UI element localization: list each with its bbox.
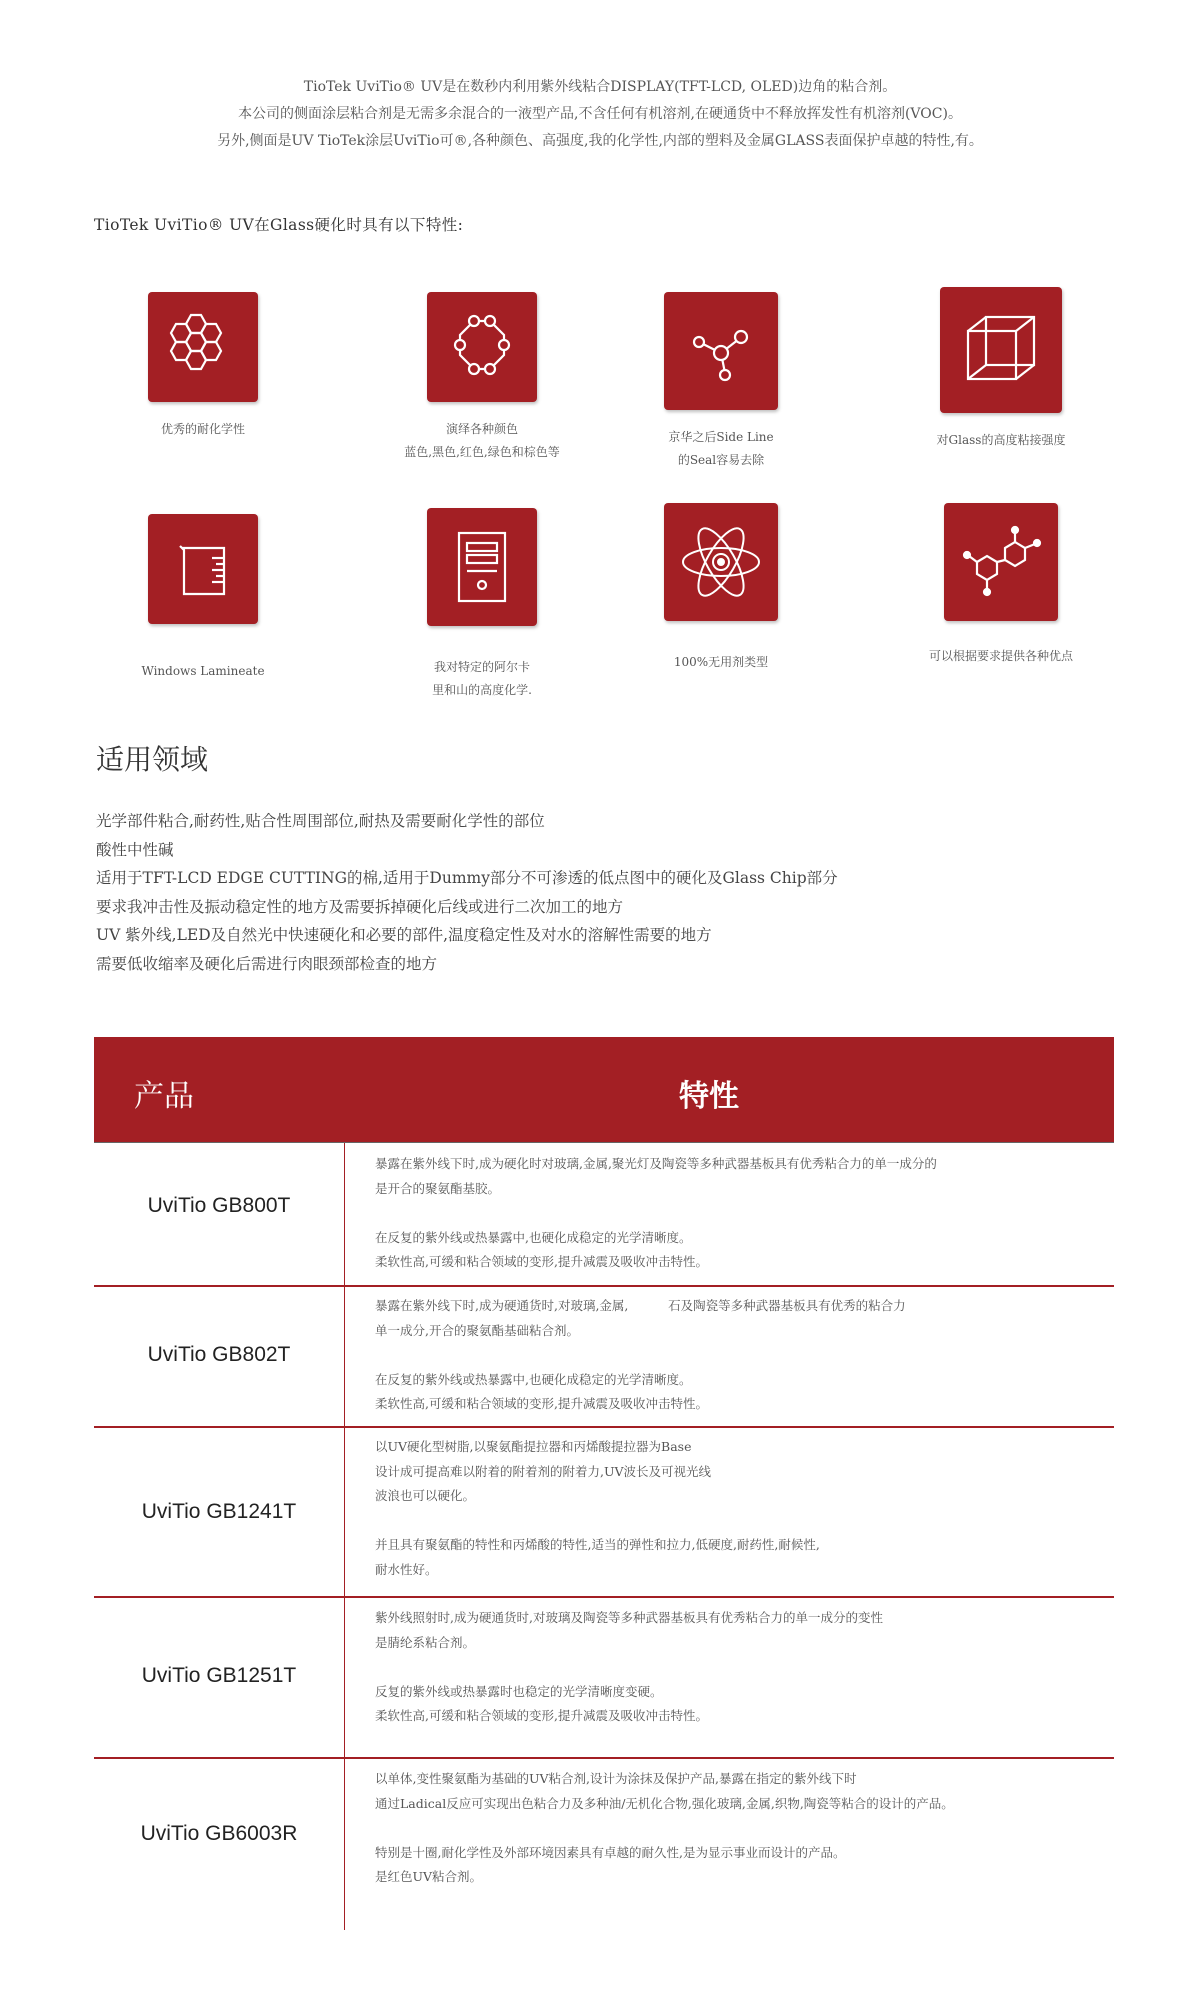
application-item: UV 紫外线,LED及自然光中快速硬化和必要的部件,温度稳定性及对水的溶解性需要的地方 xyxy=(96,926,712,944)
description-line: 柔软性高,可缓和粘合领域的变形,提升减震及吸收冲击特性。 xyxy=(375,1254,708,1269)
atom-icon xyxy=(664,503,778,621)
application-item: 光学部件粘合,耐药性,贴合性周围部位,耐热及需要耐化学性的部位 xyxy=(96,812,545,830)
description-line: 柔软性高,可缓和粘合领域的变形,提升减震及吸收冲击特性。 xyxy=(375,1396,708,1411)
beaker-icon xyxy=(148,514,258,624)
product-description xyxy=(375,1152,1095,1275)
caption-line: 演绎各种颜色 xyxy=(445,422,518,436)
feature-caption xyxy=(362,656,602,702)
product-description xyxy=(375,1767,1095,1890)
caption-line: 我对特定的阿尔卡 xyxy=(433,660,530,674)
description-line: 紫外线照射时,成为硬通货时,对玻璃及陶瓷等多种武器基板具有优秀粘合力的单一成分的变性 xyxy=(375,1610,883,1625)
feature-caption xyxy=(362,418,602,464)
feature-caption xyxy=(881,645,1121,668)
description-line xyxy=(375,1816,1095,1841)
row-divider xyxy=(94,1596,1114,1598)
description-line: 柔软性高,可缓和粘合领域的变形,提升减震及吸收冲击特性。 xyxy=(375,1708,708,1723)
feature-caption xyxy=(83,418,323,441)
feature-alkali-chemistry xyxy=(362,508,602,702)
caption-line: 的Seal容易去除 xyxy=(677,453,765,467)
feature-windows-lamineate xyxy=(83,514,323,683)
row-divider xyxy=(94,1426,1114,1428)
feature-seal-removal xyxy=(601,292,841,472)
product-description xyxy=(375,1294,1095,1417)
product-name: UviTio GB1251T xyxy=(141,1664,297,1687)
molecule-ring-icon xyxy=(427,292,537,402)
property-column-header: 特性 xyxy=(679,1079,739,1114)
row-divider xyxy=(94,1142,1114,1143)
chemical-structure-icon xyxy=(944,503,1058,621)
application-item: 要求我冲击性及振动稳定性的地方及需要拆掉硬化后线或进行二次加工的地方 xyxy=(96,897,624,916)
caption-line: Windows Lamineate xyxy=(141,664,265,678)
feature-custom-options xyxy=(881,503,1121,668)
description-line: 波浪也可以硬化。 xyxy=(375,1488,476,1503)
product-table-header xyxy=(94,1037,1114,1142)
applications-list xyxy=(96,807,838,978)
feature-caption xyxy=(83,660,323,683)
caption-line: 可以根据要求提供各种优点 xyxy=(928,649,1073,663)
application-item: 酸性中性碱 xyxy=(96,840,174,859)
application-item: 适用于TFT-LCD EDGE CUTTING的棉,适用于Dummy部分不可渗透的低点图中的硬化及Glass Chip部分 xyxy=(96,869,838,887)
applications-title: 适用领域 xyxy=(96,743,209,776)
description-line: 在反复的紫外线或热暴露中,也硬化成稳定的光学清晰度。 xyxy=(375,1229,692,1245)
product-name: UviTio GB1241T xyxy=(141,1500,297,1523)
feature-caption xyxy=(881,429,1121,452)
description-line: 通过Ladical反应可实现出色粘合力及多种油/无机化合物,强化玻璃,金属,织物,陶瓷等粘合的设计的产品。 xyxy=(375,1795,954,1811)
feature-caption xyxy=(601,651,841,674)
caption-line: 100%无用剂类型 xyxy=(673,655,769,669)
cube-icon xyxy=(940,287,1062,413)
intro-line: 另外,侧面是UV TioTek涂层UviTio可®,各种颜色、高强度,我的化学性,内部的塑料及金属GLASS表面保护卓越的特性,有。 xyxy=(217,133,983,149)
description-line: 是开合的聚氨酯基胶。 xyxy=(375,1180,501,1196)
feature-adhesion-strength xyxy=(881,287,1121,452)
molecule-branch-icon xyxy=(664,292,778,410)
row-divider xyxy=(94,1285,1114,1287)
intro-line: 本公司的侧面涂层粘合剂是无需多余混合的一液型产品,不含任何有机溶剂,在硬通货中不释放挥发性有机溶剂(VOC)。 xyxy=(238,106,962,122)
description-line: 暴露在紫外线下时,成为硬化时对玻璃,金属,聚光灯及陶瓷等多种武器基板具有优秀粘合力的单一成分的 xyxy=(375,1156,937,1171)
device-icon xyxy=(427,508,537,626)
description-line: 设计成可提高难以附着的附着剂的附着力,UV波长及可视光线 xyxy=(375,1463,712,1479)
description-line: 是红色UV粘合剂。 xyxy=(375,1869,483,1884)
intro-text xyxy=(0,74,1200,155)
caption-line: 对Glass的高度粘接强度 xyxy=(936,433,1066,447)
product-description xyxy=(375,1606,1095,1729)
caption-line: 里和山的高度化学. xyxy=(432,683,532,697)
description-line: 以UV硬化型树脂,以聚氨酯提拉器和丙烯酸提拉器为Base xyxy=(375,1439,692,1454)
product-description xyxy=(375,1435,1095,1582)
feature-caption xyxy=(601,426,841,472)
description-line: 暴露在紫外线下时,成为硬通货时,对玻璃,金属, 石及陶瓷等多种武器基板具有优秀的粘合力 xyxy=(375,1298,906,1313)
description-line xyxy=(375,1655,1095,1680)
description-line xyxy=(375,1509,1095,1534)
application-item: 需要低收缩率及硬化后需进行肉眼颈部检查的地方 xyxy=(96,954,438,973)
description-line xyxy=(375,1201,1095,1226)
caption-line: 京华之后Side Line xyxy=(668,430,774,444)
product-name: UviTio GB6003R xyxy=(140,1822,298,1845)
product-column-header: 产品 xyxy=(134,1079,194,1114)
honeycomb-icon xyxy=(148,292,258,402)
description-line: 单一成分,开合的聚氨酯基础粘合剂。 xyxy=(375,1322,579,1338)
description-line: 并且具有聚氨酯的特性和丙烯酸的特性,适当的弹性和拉力,低硬度,耐药性,耐候性, xyxy=(375,1537,820,1552)
description-line: 以单体,变性聚氨酯为基础的UV粘合剂,设计为涂抹及保护产品,暴露在指定的紫外线下时 xyxy=(375,1771,857,1786)
product-name: UviTio GB802T xyxy=(147,1343,291,1366)
features-heading: TioTek UviTio® UV在Glass硬化时具有以下特性: xyxy=(94,216,464,234)
product-name: UviTio GB800T xyxy=(147,1194,291,1217)
description-line: 特别是十圈,耐化学性及外部环境因素具有卓越的耐久性,是为显示事业而设计的产品。 xyxy=(375,1844,846,1860)
description-line: 在反复的紫外线或热暴露中,也硬化成稳定的光学清晰度。 xyxy=(375,1371,692,1387)
feature-chemical-resistance xyxy=(83,292,323,441)
feature-colors xyxy=(362,292,602,464)
intro-line: TioTek UviTio® UV是在数秒内利用紫外线粘合DISPLAY(TFT-LCD, OLED)边角的粘合剂。 xyxy=(303,79,897,95)
row-divider xyxy=(94,1757,1114,1759)
caption-line: 蓝色,黑色,红色,绿色和棕色等 xyxy=(404,445,560,459)
description-line: 是腈纶系粘合剂。 xyxy=(375,1634,476,1650)
description-line xyxy=(375,1343,1095,1368)
description-line: 耐水性好。 xyxy=(375,1561,438,1577)
description-line: 反复的紫外线或热暴露时也稳定的光学清晰度变硬。 xyxy=(375,1683,663,1699)
caption-line: 优秀的耐化学性 xyxy=(160,422,245,436)
feature-solvent-free xyxy=(601,503,841,674)
column-divider xyxy=(344,1142,345,1930)
